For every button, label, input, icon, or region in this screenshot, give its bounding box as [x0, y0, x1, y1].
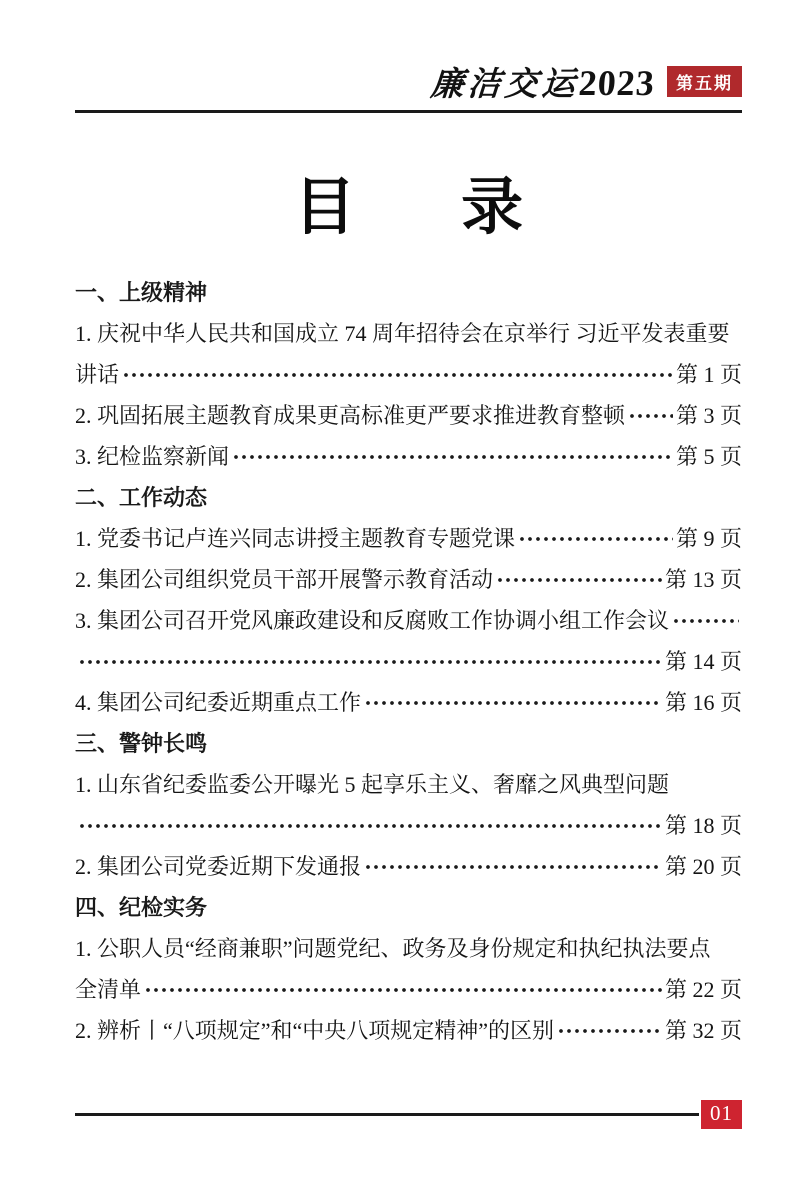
- toc-entry-line: [75, 313, 742, 354]
- toc-entry-line: [75, 928, 742, 969]
- toc-entry-line: [75, 559, 742, 600]
- dot-leader: [122, 369, 673, 381]
- page-ref: 第 9 页: [675, 526, 742, 551]
- header-rule: [75, 110, 742, 113]
- dot-leader: [518, 533, 673, 545]
- footer-rule: [75, 1113, 699, 1116]
- dot-leader: [144, 984, 662, 996]
- toc-entry-text: 1. 山东省纪委监委公开曝光 5 起享乐主义、奢靡之风典型问题: [75, 772, 670, 797]
- toc-entry-line: [75, 1010, 742, 1051]
- toc-entry-text: 4. 集团公司纪委近期重点工作: [75, 690, 362, 715]
- toc-entry-line: [75, 518, 742, 559]
- page-ref: 第 13 页: [664, 567, 742, 592]
- page-ref: 第 3 页: [675, 403, 742, 428]
- masthead-brand-text: 廉洁交运: [429, 66, 581, 103]
- masthead-year: 2023: [577, 62, 657, 103]
- page-ref: 第 5 页: [675, 444, 742, 469]
- page-ref: 第 20 页: [664, 854, 742, 879]
- page-header: [75, 58, 742, 104]
- toc-entry-text: 3. 纪检监察新闻: [75, 444, 230, 469]
- toc-entry-line: [75, 600, 742, 641]
- toc-entry-text: 3. 集团公司召开党风廉政建设和反腐败工作协调小组工作会议: [75, 608, 670, 633]
- toc: [75, 272, 742, 1051]
- toc-entry-line: [75, 354, 742, 395]
- page-footer: [75, 1100, 742, 1189]
- dot-leader: [78, 656, 662, 668]
- dot-leader: [78, 820, 662, 832]
- toc-entry-line: [75, 641, 742, 682]
- dot-leader: [364, 697, 662, 709]
- toc-entry-text: 2. 集团公司党委近期下发通报: [75, 854, 362, 879]
- section-heading: 三、警钟长鸣: [75, 731, 208, 756]
- section-heading: 一、上级精神: [75, 280, 208, 305]
- toc-entry-text: 讲话: [75, 362, 120, 387]
- page-number-badge: 01: [701, 1100, 742, 1129]
- page-ref: 第 1 页: [675, 362, 742, 387]
- toc-entry-text: 1. 庆祝中华人民共和国成立 74 周年招待会在京举行 习近平发表重要: [75, 321, 730, 346]
- toc-entry-line: [75, 764, 742, 805]
- section-heading: 四、纪检实务: [75, 895, 208, 920]
- toc-entry-line: [75, 969, 742, 1010]
- dot-leader: [672, 615, 739, 627]
- toc-entry-line: [75, 395, 742, 436]
- page-ref: 第 16 页: [664, 690, 742, 715]
- masthead-brand: [429, 58, 656, 105]
- dot-leader: [557, 1025, 662, 1037]
- toc-entry-line: [75, 436, 742, 477]
- page-ref: 第 14 页: [664, 649, 742, 674]
- dot-leader: [232, 451, 673, 463]
- toc-entry-text: 1. 公职人员“经商兼职”问题党纪、政务及身份规定和执纪执法要点: [75, 936, 711, 961]
- toc-entry-text: 2. 辨析丨“八项规定”和“中央八项规定精神”的区别: [75, 1018, 555, 1043]
- page-title: 目 录: [293, 174, 545, 242]
- page-ref: 第 18 页: [664, 813, 742, 838]
- dot-leader: [628, 410, 673, 422]
- dot-leader: [496, 574, 662, 586]
- issue-badge: 第五期: [667, 66, 742, 97]
- dot-leader: [364, 861, 662, 873]
- toc-entry-text: 1. 党委书记卢连兴同志讲授主题教育专题党课: [75, 526, 516, 551]
- toc-entry-line: [75, 682, 742, 723]
- toc-entry-text: 2. 集团公司组织党员干部开展警示教育活动: [75, 567, 494, 592]
- toc-entry-line: [75, 805, 742, 846]
- toc-entry-line: [75, 846, 742, 887]
- section-heading: 二、工作动态: [75, 485, 208, 510]
- page-ref: 第 22 页: [664, 977, 742, 1002]
- toc-entry-text: 全清单: [75, 977, 142, 1002]
- page-ref: 第 32 页: [664, 1018, 742, 1043]
- toc-entry-text: 2. 巩固拓展主题教育成果更高标准更严要求推进教育整顿: [75, 403, 626, 428]
